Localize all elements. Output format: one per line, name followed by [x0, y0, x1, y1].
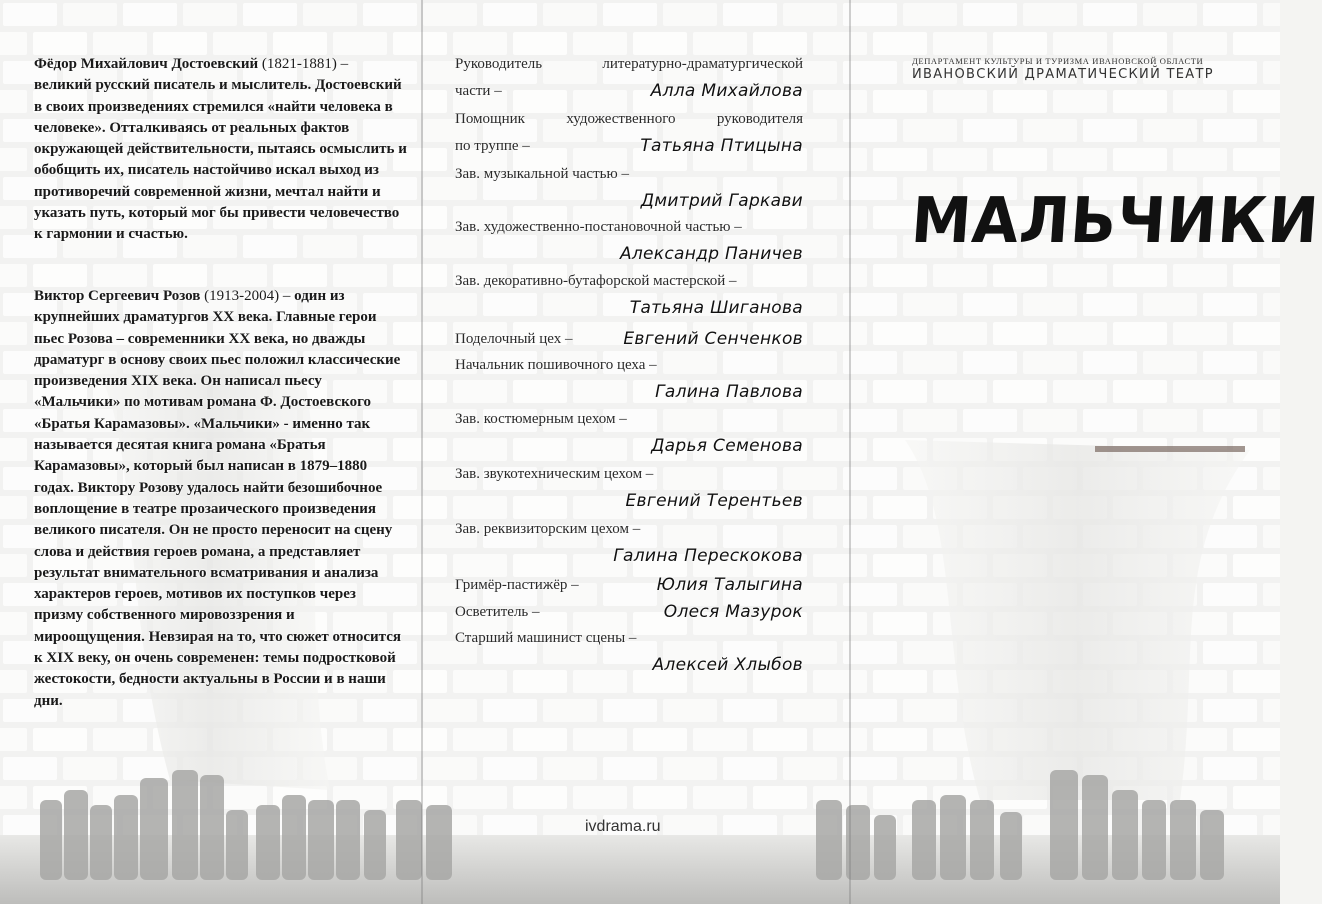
staff-person: Галина Павлова — [655, 382, 803, 402]
bio-text: один из крупнейших драматургов XX века. Главные герои пьес Розова – современники XX века, но дважды драматург в основу своих пьес положил классические произведения XIX века. Он написал пьесу «Мальчики» по мотивам романа Ф. Достоевского «Братья Карамазовы». «Мальчики» - именно так называется десятая книга романа «Братья Карамазовы», который был написан в 1879–1880 годах. Виктору Розову удалось найти безошибочное воплощение в театре прозаического произведения великого писателя. Он не просто переносит на сцену слова и действия героев романа, а представляет результат внимательного всматривания и анализа характеров героев, мотивов их поступков через призму собственного мировоззрения и мироощущения. Невзирая на то, что сюжет относится к XIX веку, он очень современен: темы подростковой жестокости, бедности актуальны в России и в наши дни. — [34, 288, 401, 709]
play-title: МАЛЬЧИКИ — [908, 184, 1322, 258]
bio-years: (1913-2004) – — [204, 288, 291, 304]
bio-name: Виктор Сергеевич Розов — [34, 288, 201, 304]
staff-role: Зав. музыкальной частью – — [455, 166, 629, 182]
staff-person: Галина Перескокова — [613, 546, 803, 566]
staff-role: по труппе – — [455, 138, 530, 154]
fold-line — [849, 0, 851, 904]
bio-text: великий русский писатель и мыслитель. Достоевский в своих произведениях стремился «найти человека в человеке». Отталкиваясь от реальных фактов окружающей действительности, пытаясь осмыслить и обобщить их, писатель настойчиво искал выход из противоречий современной жизни, мечтал найти и указать путь, который мог бы привести человечество к гармонии и счастью. — [34, 77, 407, 243]
staff-role: Гримёр-пастижёр – — [455, 577, 579, 593]
staff-person: Алла Михайлова — [650, 81, 803, 101]
staff-person: Алексей Хлыбов — [652, 655, 803, 675]
bio-rozov — [34, 286, 408, 712]
staff-role: Поделочный цех – — [455, 331, 573, 347]
staff-role: Начальник пошивочного цеха – — [455, 357, 657, 373]
staff-person: Евгений Терентьев — [625, 491, 803, 511]
bio-dostoevsky — [34, 54, 408, 246]
fold-line — [421, 0, 423, 904]
staff-role: части – — [455, 83, 502, 99]
staff-role: Руководитель литературно-драматургической — [455, 56, 803, 72]
theatre-name: ИВАНОВСКИЙ ДРАМАТИЧЕСКИЙ ТЕАТР — [912, 67, 1214, 82]
staff-role: Зав. декоративно-бутафорской мастерской – — [455, 273, 737, 289]
staff-role: Зав. реквизиторским цехом – — [455, 521, 641, 537]
staff-role: Зав. звукотехническим цехом – — [455, 466, 654, 482]
staff-person: Татьяна Шиганова — [629, 298, 803, 318]
staff-role: Помощник художественного руководителя — [455, 111, 803, 127]
staff-person: Евгений Сенченков — [623, 329, 803, 349]
website-url: ivdrama.ru — [585, 818, 661, 835]
staff-person: Олеся Мазурок — [663, 602, 803, 622]
bio-name: Фёдор Михайлович Достоевский — [34, 56, 259, 72]
staff-person: Дмитрий Гаркави — [640, 191, 803, 211]
department-name: ДЕПАРТАМЕНТ КУЛЬТУРЫ И ТУРИЗМА ИВАНОВСКОЙ ОБЛАСТИ — [912, 56, 1204, 66]
staff-person: Дарья Семенова — [651, 436, 803, 456]
staff-role: Зав. костюмерным цехом – — [455, 411, 627, 427]
staff-role: Старший машинист сцены – — [455, 630, 637, 646]
bio-years: (1821-1881) – — [261, 56, 349, 72]
staff-role: Осветитель – — [455, 604, 540, 620]
staff-person: Татьяна Птицына — [640, 136, 803, 156]
staff-role: Зав. художественно-постановочной частью – — [455, 219, 742, 235]
staff-person: Александр Паничев — [619, 244, 803, 264]
staff-person: Юлия Талыгина — [656, 575, 803, 595]
